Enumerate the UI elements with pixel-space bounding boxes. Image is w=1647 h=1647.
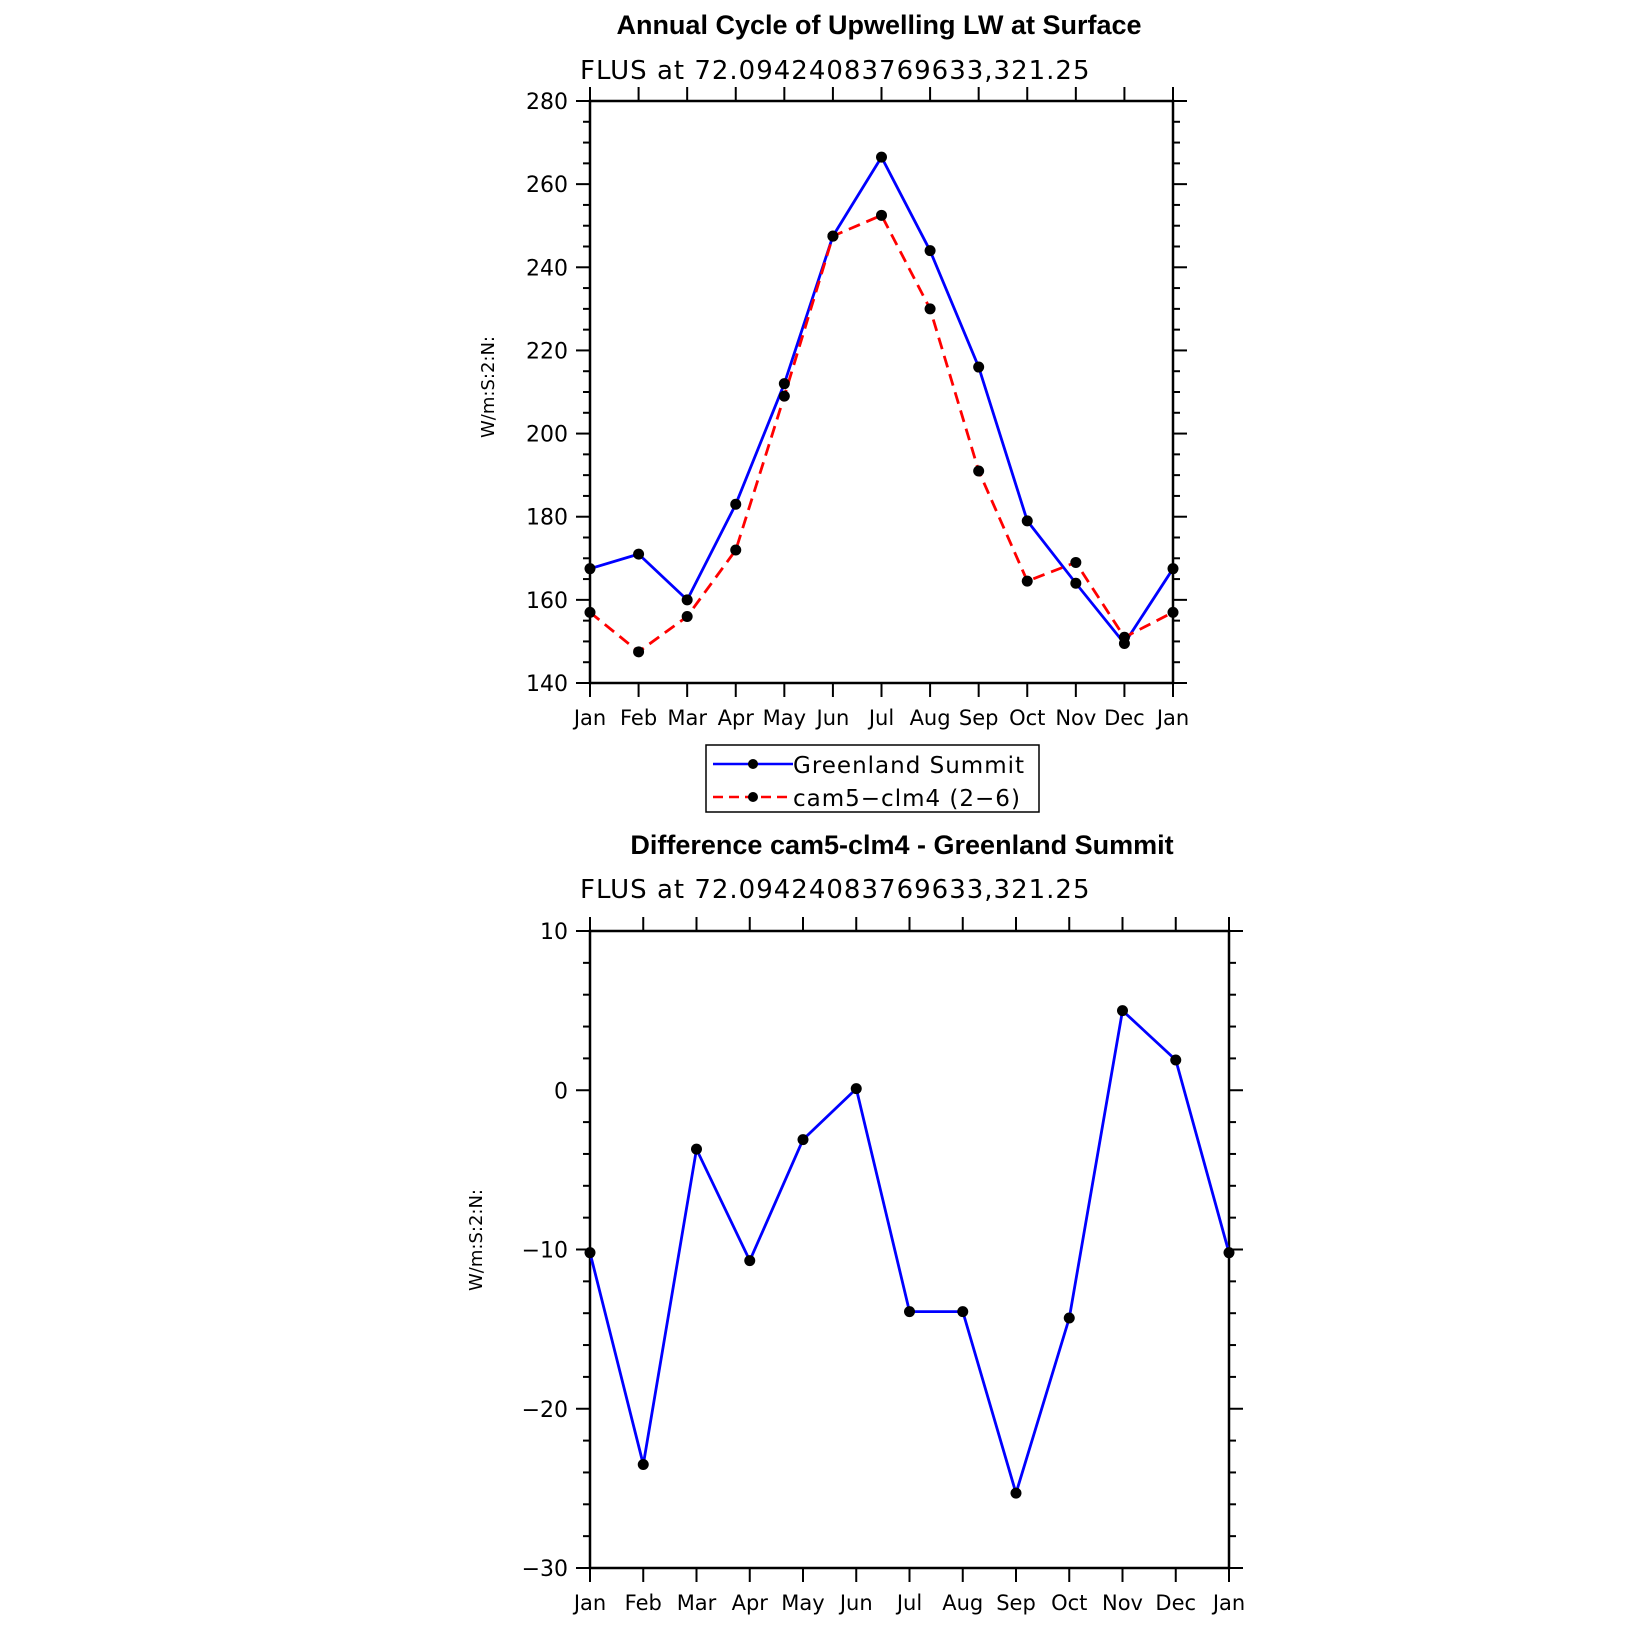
x-tick-label: Sep bbox=[958, 706, 999, 730]
legend bbox=[706, 745, 1039, 812]
chart-title: Difference cam5-clm4 - Greenland Summit bbox=[630, 830, 1174, 860]
chart-title: Annual Cycle of Upwelling LW at Surface bbox=[616, 10, 1142, 40]
data-point bbox=[730, 544, 741, 555]
y-tick-label: −20 bbox=[521, 1397, 568, 1423]
x-tick-label: May bbox=[762, 706, 807, 730]
x-tick-label: Mar bbox=[667, 706, 707, 730]
x-tick-label: Aug bbox=[942, 1591, 984, 1615]
plot-area bbox=[526, 87, 1189, 730]
x-tick-label: May bbox=[781, 1591, 825, 1615]
data-point bbox=[744, 1255, 755, 1266]
y-tick-label: 260 bbox=[526, 173, 568, 199]
y-tick-label: 280 bbox=[526, 90, 568, 115]
data-point bbox=[633, 549, 644, 560]
difference-chart bbox=[466, 830, 1245, 1615]
series-line-0 bbox=[590, 1011, 1229, 1494]
x-tick-label: Jan bbox=[1212, 1591, 1246, 1615]
data-point bbox=[585, 1247, 596, 1258]
data-point bbox=[682, 594, 693, 605]
x-tick-label: Jan bbox=[573, 1591, 607, 1615]
series-line-1 bbox=[590, 215, 1173, 652]
data-point bbox=[876, 152, 887, 163]
x-tick-label: Oct bbox=[1009, 706, 1046, 730]
y-tick-label: 220 bbox=[526, 339, 568, 365]
y-tick-label: 140 bbox=[526, 672, 568, 697]
data-point bbox=[682, 611, 693, 622]
x-tick-label: Jan bbox=[1156, 706, 1190, 730]
x-tick-label: Feb bbox=[624, 1591, 662, 1615]
data-point bbox=[1022, 576, 1033, 587]
x-tick-label: Dec bbox=[1104, 706, 1145, 730]
data-point bbox=[1168, 563, 1179, 574]
x-tick-label: Jul bbox=[868, 706, 895, 730]
x-tick-label: Oct bbox=[1051, 1591, 1088, 1615]
data-point bbox=[1168, 607, 1179, 618]
legend-marker-cam5 bbox=[748, 792, 758, 802]
data-point bbox=[1117, 1005, 1128, 1016]
data-point bbox=[585, 607, 596, 618]
series-line-0 bbox=[590, 157, 1173, 643]
x-tick-label: Apr bbox=[717, 706, 754, 730]
data-point bbox=[779, 378, 790, 389]
plot-frame bbox=[590, 931, 1229, 1568]
data-point bbox=[904, 1306, 915, 1317]
y-tick-label: 240 bbox=[526, 256, 568, 282]
data-point bbox=[1022, 515, 1033, 526]
legend-label-cam5: cam5−clm4 (2−6) bbox=[793, 786, 1021, 812]
annual-cycle-chart bbox=[478, 10, 1189, 812]
x-tick-label: Feb bbox=[619, 706, 658, 730]
data-point bbox=[925, 303, 936, 314]
legend-label-greenland: Greenland Summit bbox=[793, 753, 1026, 779]
x-tick-label: Dec bbox=[1155, 1591, 1197, 1615]
data-point bbox=[1224, 1247, 1235, 1258]
chart-subtitle: FLUS at 72.09424083769633,321.25 bbox=[580, 56, 1091, 86]
chart-subtitle: FLUS at 72.09424083769633,321.25 bbox=[580, 875, 1091, 905]
y-tick-label: 200 bbox=[526, 422, 568, 448]
data-point bbox=[691, 1144, 702, 1155]
x-tick-label: Jun bbox=[839, 1591, 873, 1615]
data-point bbox=[730, 499, 741, 510]
data-point bbox=[633, 646, 644, 657]
data-point bbox=[1064, 1312, 1075, 1323]
y-axis-label: W/m:S:2:N: bbox=[466, 1189, 487, 1291]
x-tick-label: Jan bbox=[573, 706, 607, 730]
y-tick-label: −10 bbox=[521, 1238, 568, 1264]
legend-marker-greenland bbox=[748, 759, 758, 769]
data-point bbox=[973, 465, 984, 476]
data-point bbox=[1070, 578, 1081, 589]
data-point bbox=[925, 245, 936, 256]
y-tick-label: 180 bbox=[526, 505, 568, 531]
x-tick-label: Nov bbox=[1055, 706, 1097, 730]
x-tick-label: Jun bbox=[816, 706, 850, 730]
data-point bbox=[957, 1306, 968, 1317]
data-point bbox=[1011, 1488, 1022, 1499]
data-point bbox=[973, 362, 984, 373]
data-point bbox=[1070, 557, 1081, 568]
plot-area bbox=[522, 917, 1246, 1615]
x-tick-label: Aug bbox=[909, 706, 951, 730]
y-tick-label: 160 bbox=[526, 588, 568, 614]
data-point bbox=[585, 563, 596, 574]
data-point bbox=[638, 1459, 649, 1470]
y-tick-label: 10 bbox=[540, 920, 568, 945]
y-tick-label: 0 bbox=[554, 1079, 568, 1105]
y-axis-label: W/m:S:2:N: bbox=[478, 336, 499, 438]
data-point bbox=[1119, 632, 1130, 643]
x-tick-label: Sep bbox=[996, 1591, 1036, 1615]
data-point bbox=[798, 1134, 809, 1145]
data-point bbox=[827, 231, 838, 242]
x-tick-label: Apr bbox=[731, 1591, 768, 1615]
x-tick-label: Mar bbox=[676, 1591, 717, 1615]
data-point bbox=[1170, 1054, 1181, 1065]
x-tick-label: Jul bbox=[896, 1591, 923, 1615]
y-tick-label: −30 bbox=[521, 1557, 568, 1582]
x-tick-label: Nov bbox=[1102, 1591, 1143, 1615]
data-point bbox=[779, 391, 790, 402]
data-point bbox=[876, 210, 887, 221]
data-point bbox=[851, 1083, 862, 1094]
